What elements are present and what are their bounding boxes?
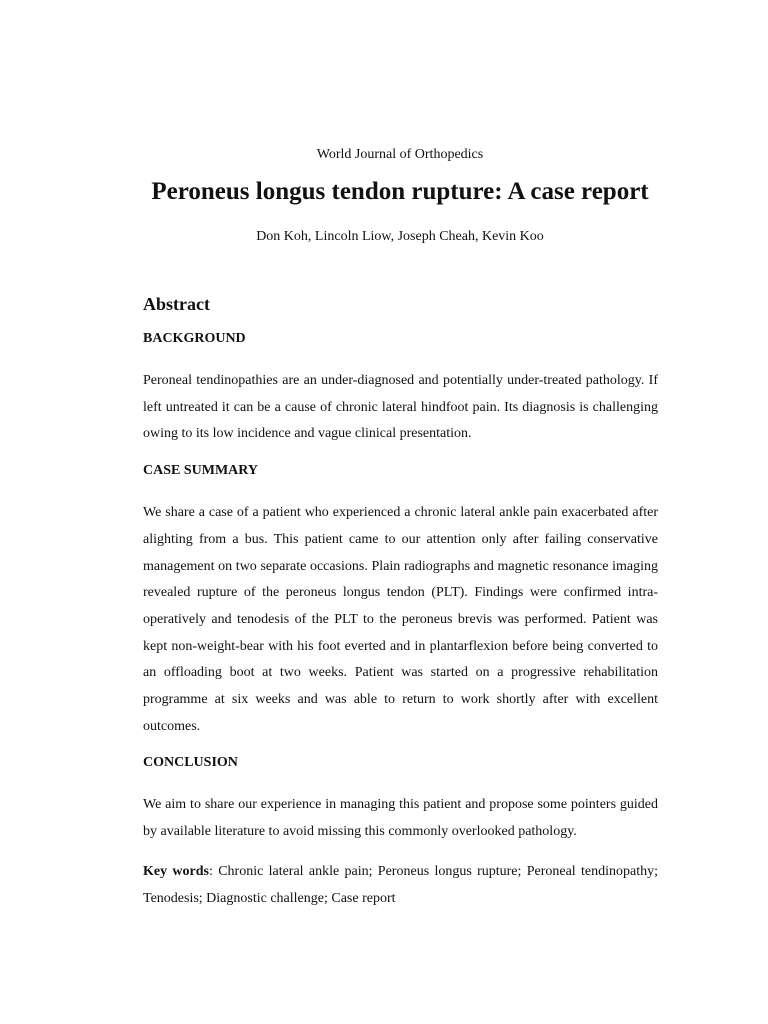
conclusion-heading: CONCLUSION [143,755,238,771]
author-list: Don Koh, Lincoln Liow, Joseph Cheah, Kevin Koo [256,229,544,244]
background-heading: BACKGROUND [143,331,246,346]
abstract-heading: Abstract [143,294,210,314]
case-summary-heading: CASE SUMMARY [143,463,259,479]
conclusion-text: We aim to share our experience in managing this patient and propose some pointers guided by available literature to avoid missing this commonly overlooked pathology. [143,797,658,840]
abstract-section [143,291,658,912]
keywords-label: Key words [143,863,209,879]
keywords-separator: : [208,863,219,879]
case-summary-text: We share a case of a patient who experienced a chronic lateral ankle pain exacerbated after alighting from a bus. This patient came to our attention only after failing conservative management on two separate occasions. Plain radiographs and magnetic resonance imaging revealed rupture of the peroneus longus tendon (PLT). Findings were confirmed intra-operatively and tenodesis of the PLT to the peroneus brevis was performed. Patient was kept non-weight-bear with his foot everted and in plantarflexion before being converted to an offloading boot at two weeks. Patient was started on a progressive rehabilitation programme at six weeks and was able to return to work shortly after with excellent outcomes. [143,505,658,734]
keywords-text: Chronic lateral ankle pain; Peroneus longus rupture; Peroneal tendinopathy; Tenodesis; Diagnostic challenge; Case report [143,863,658,906]
paper-title: Peroneus longus tendon rupture: A case report [151,178,649,205]
journal-name: World Journal of Orthopedics [316,147,484,162]
keywords-paragraph [143,859,658,912]
background-text: Peroneal tendinopathies are an under-diagnosed and potentially under-treated pathology. If left untreated it can be a cause of chronic lateral hindfoot pain. Its diagnosis is challenging owing to its low incidence and vague clinical presentation. [143,373,658,442]
